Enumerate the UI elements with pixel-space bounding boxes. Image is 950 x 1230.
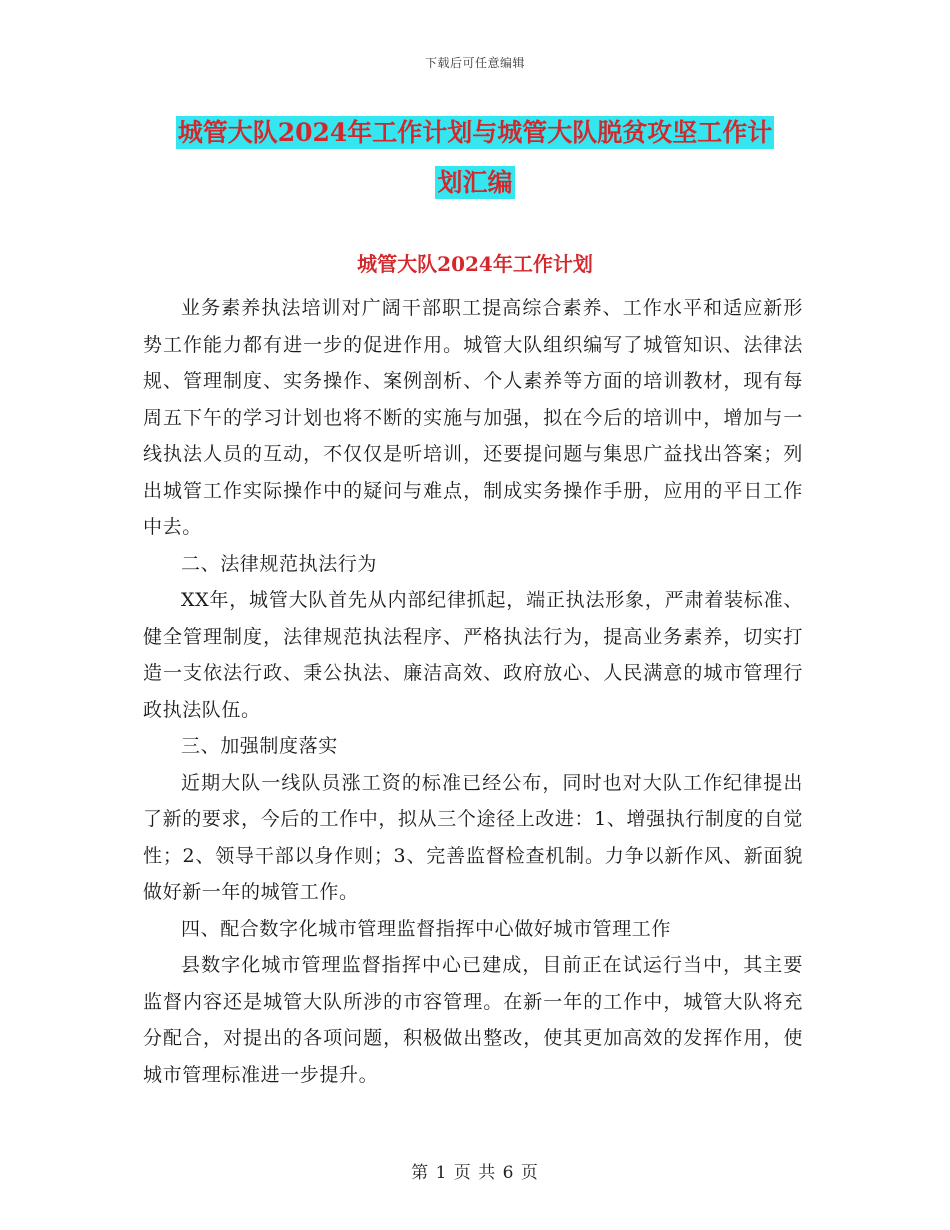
paragraph-heading: 三、加强制度落实 xyxy=(181,735,338,757)
document-title xyxy=(0,108,950,208)
document-body xyxy=(143,290,803,1093)
document-title-line-1: 城管大队2024年工作计划与城管大队脱贫攻坚工作计 xyxy=(177,118,773,147)
paragraph: 县数字化城市管理监督指挥中心已建成，目前正在试运行当中，其主要监督内容还是城管大队所涉的市容管理。在新一年的工作中，城管大队将充分配合，对提出的各项问题，积极做出整改，使其更加高效的发挥作用，使城市管理标准进一步提升。 xyxy=(143,954,803,1086)
document-title-line-2: 划汇编 xyxy=(437,168,513,197)
paragraph-heading: 四、配合数字化城市管理监督指挥中心做好城市管理工作 xyxy=(181,917,672,940)
page-number: 第 1 页 共 6 页 xyxy=(411,1163,539,1183)
page-header-note: 下载后可任意编辑 xyxy=(424,56,525,70)
paragraph: 业务素养执法培训对广阔干部职工提高综合素养、工作水平和适应新形势工作能力都有进一步的促进作用。城管大队组织编写了城管知识、法律法规、管理制度、实务操作、案例剖析、个人素养等方面的培训教材，现有每周五下午的学习计划也将不断的实施与加强，拟在今后的培训中，增加与一线执法人员的互动，不仅仅是听培训，还要提问题与集思广益找出答案；列出城管工作实际操作中的疑问与难点，制成实务操作手册，应用的平日工作中去。 xyxy=(143,297,803,538)
paragraph: XX年，城管大队首先从内部纪律抓起，端正执法形象，严肃着装标准、健全管理制度，法律规范执法程序、严格执法行为，提高业务素养，切实打造一支依法行政、秉公执法、廉洁高效、政府放心、人民满意的城市管理行政执法队伍。 xyxy=(143,589,803,721)
paragraph: 近期大队一线队员涨工资的标准已经公布，同时也对大队工作纪律提出了新的要求，今后的工作中，拟从三个途径上改进：1、增强执行制度的自觉性；2、领导干部以身作则；3、完善监督检查机制。力争以新作风、新面貌做好新一年的城管工作。 xyxy=(143,771,803,903)
section-title: 城管大队2024年工作计划 xyxy=(357,252,593,276)
paragraph-heading: 二、法律规范执法行为 xyxy=(181,552,378,575)
